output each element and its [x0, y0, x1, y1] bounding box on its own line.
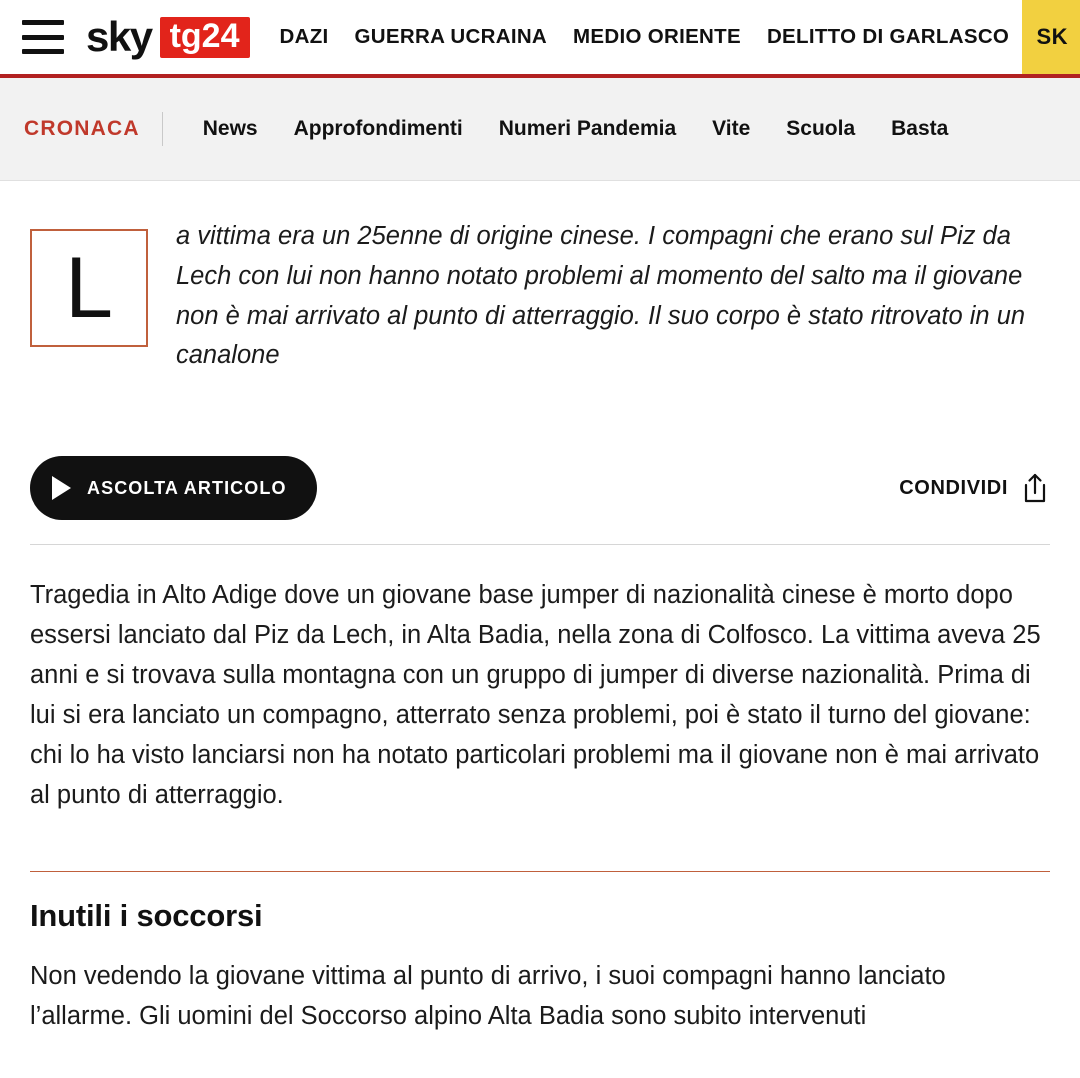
section-nav-divider	[162, 112, 163, 146]
article-paragraph-1: Tragedia in Alto Adige dove un giovane base jumper di nazionalità cinese è morto dopo essersi lanciato dal Piz da Lech, in Alta Badia, nella zona di Colfosco. La vittima aveva 25 anni e si trovava sulla montagna con un gruppo di jumper di diverse nazionalità. Prima di lui si era lanciato un compagno, atterrato senza problemi, poi è stato il turno del giovane: chi lo ha visto lanciarsi non ha notato particolari problemi ma il giovane non è mai arrivato al punto di atterraggio.	[30, 581, 1041, 810]
section-nav-item-news[interactable]: News	[202, 117, 258, 140]
section-nav-item-vite[interactable]: Vite	[712, 117, 751, 140]
listen-article-label: ASCOLTA ARTICOLO	[87, 477, 287, 498]
hamburger-icon[interactable]	[22, 20, 64, 54]
share-label: CONDIVIDI	[899, 476, 1008, 499]
listen-article-button[interactable]	[30, 456, 317, 520]
share-button[interactable]	[899, 472, 1050, 504]
drop-cap: L	[30, 229, 148, 347]
section-nav-item-approfondimenti[interactable]: Approfondimenti	[293, 117, 463, 140]
section-nav-item-numeri-pandemia[interactable]: Numeri Pandemia	[498, 117, 677, 140]
nav-item-medio-oriente[interactable]: MEDIO ORIENTE	[573, 25, 741, 48]
article-body	[0, 217, 1080, 1036]
share-icon	[1020, 472, 1050, 504]
article-standfirst	[30, 217, 1050, 376]
sk-badge[interactable]: SK	[1022, 0, 1080, 74]
hamburger-bar	[22, 35, 64, 40]
article-paragraph-2: Non vedendo la giovane vittima al punto di arrivo, i suoi compagni hanno lanciato l’allarme. Gli uomini del Soccorso alpino Alta Badia sono subito intervenuti	[30, 962, 946, 1031]
hamburger-bar	[22, 20, 64, 25]
logo-tg24-text: tg24	[160, 17, 250, 58]
article-subheading: Inutili i soccorsi	[30, 898, 263, 934]
article-standfirst-text: a vittima era un 25enne di origine cinese. I compagni che erano sul Piz da Lech con lui non hanno notato problemi al momento del salto ma il giovane non è mai arrivato al punto di atterraggio. Il suo corpo è stato ritrovato in un canalone	[176, 222, 1026, 370]
play-icon	[52, 476, 71, 500]
section-nav	[0, 78, 1080, 181]
logo-sky-text: sky	[86, 13, 152, 60]
section-nav-item-scuola[interactable]: Scuola	[786, 117, 856, 140]
top-header	[0, 0, 1080, 78]
nav-item-dazi[interactable]: DAZI	[279, 25, 329, 48]
section-separator	[30, 871, 1050, 872]
nav-item-guerra-ucraina[interactable]: GUERRA UCRAINA	[354, 25, 548, 48]
section-nav-active-cronaca[interactable]: CRONACA	[24, 117, 140, 140]
site-logo[interactable]	[86, 13, 250, 61]
hamburger-bar	[22, 49, 64, 54]
primary-nav	[280, 25, 1080, 49]
article-action-row	[30, 456, 1050, 545]
nav-item-delitto-di-garlasco[interactable]: DELITTO DI GARLASCO	[766, 25, 1010, 48]
section-nav-item-basta[interactable]: Basta	[891, 117, 949, 140]
